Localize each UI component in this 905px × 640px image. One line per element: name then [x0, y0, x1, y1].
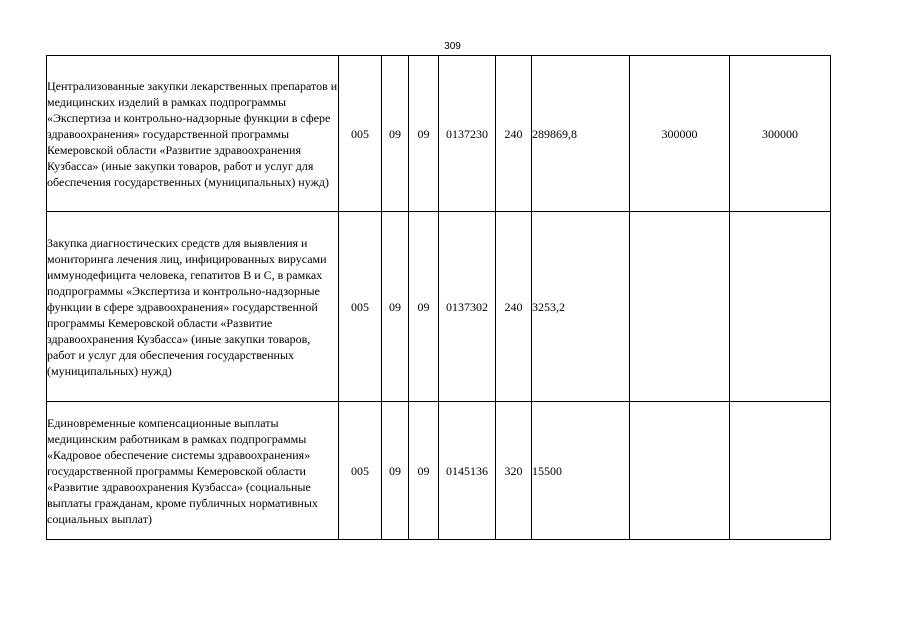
ministry-code: 005 [339, 402, 382, 540]
expense-type-code: 240 [496, 56, 532, 212]
amount-year-2 [630, 402, 730, 540]
amount-year-1: 3253,2 [532, 212, 630, 402]
page-number: 309 [444, 41, 461, 52]
ministry-code: 005 [339, 212, 382, 402]
row-description: Закупка диагностических средств для выявления и мониторинга лечения лиц, инфицированных вирусами иммунодефицита человека, гепатитов В и С, в рамках подпрограммы «Экспертиза и контрольно-надзорные функции в сфере здравоохранения» государственной программы Кемеровской области «Развитие здравоохранения Кузбасса» (иные закупки товаров, работ и услуг для обеспечения государственных (муниципальных) нужд) [47, 212, 339, 402]
subsection-code: 09 [409, 212, 439, 402]
amount-year-3 [730, 402, 831, 540]
target-article-code: 0145136 [439, 402, 496, 540]
expense-type-code: 320 [496, 402, 532, 540]
table-row [47, 56, 831, 212]
section-code: 09 [382, 56, 409, 212]
section-code: 09 [382, 212, 409, 402]
amount-year-1: 15500 [532, 402, 630, 540]
target-article-code: 0137230 [439, 56, 496, 212]
ministry-code: 005 [339, 56, 382, 212]
amount-year-2 [630, 212, 730, 402]
amount-year-3 [730, 212, 831, 402]
expense-type-code: 240 [496, 212, 532, 402]
table-row [47, 402, 831, 540]
row-description: Централизованные закупки лекарственных препаратов и медицинских изделий в рамках подпрограммы «Экспертиза и контрольно-надзорные функции в сфере здравоохранения» государственной программы Кемеровской области «Развитие здравоохранения Кузбасса» (иные закупки товаров, работ и услуг для обеспечения государственных (муниципальных) нужд) [47, 56, 339, 212]
amount-year-1: 289869,8 [532, 56, 630, 212]
section-code: 09 [382, 402, 409, 540]
target-article-code: 0137302 [439, 212, 496, 402]
amount-year-2: 300000 [630, 56, 730, 212]
amount-year-3: 300000 [730, 56, 831, 212]
subsection-code: 09 [409, 56, 439, 212]
table-row [47, 212, 831, 402]
subsection-code: 09 [409, 402, 439, 540]
budget-table [46, 55, 831, 540]
row-description: Единовременные компенсационные выплаты медицинским работникам в рамках подпрограммы «Кадровое обеспечение системы здравоохранения» государственной программы Кемеровской области «Развитие здравоохранения Кузбасса» (социальные выплаты гражданам, кроме публичных нормативных социальных выплат) [47, 402, 339, 540]
